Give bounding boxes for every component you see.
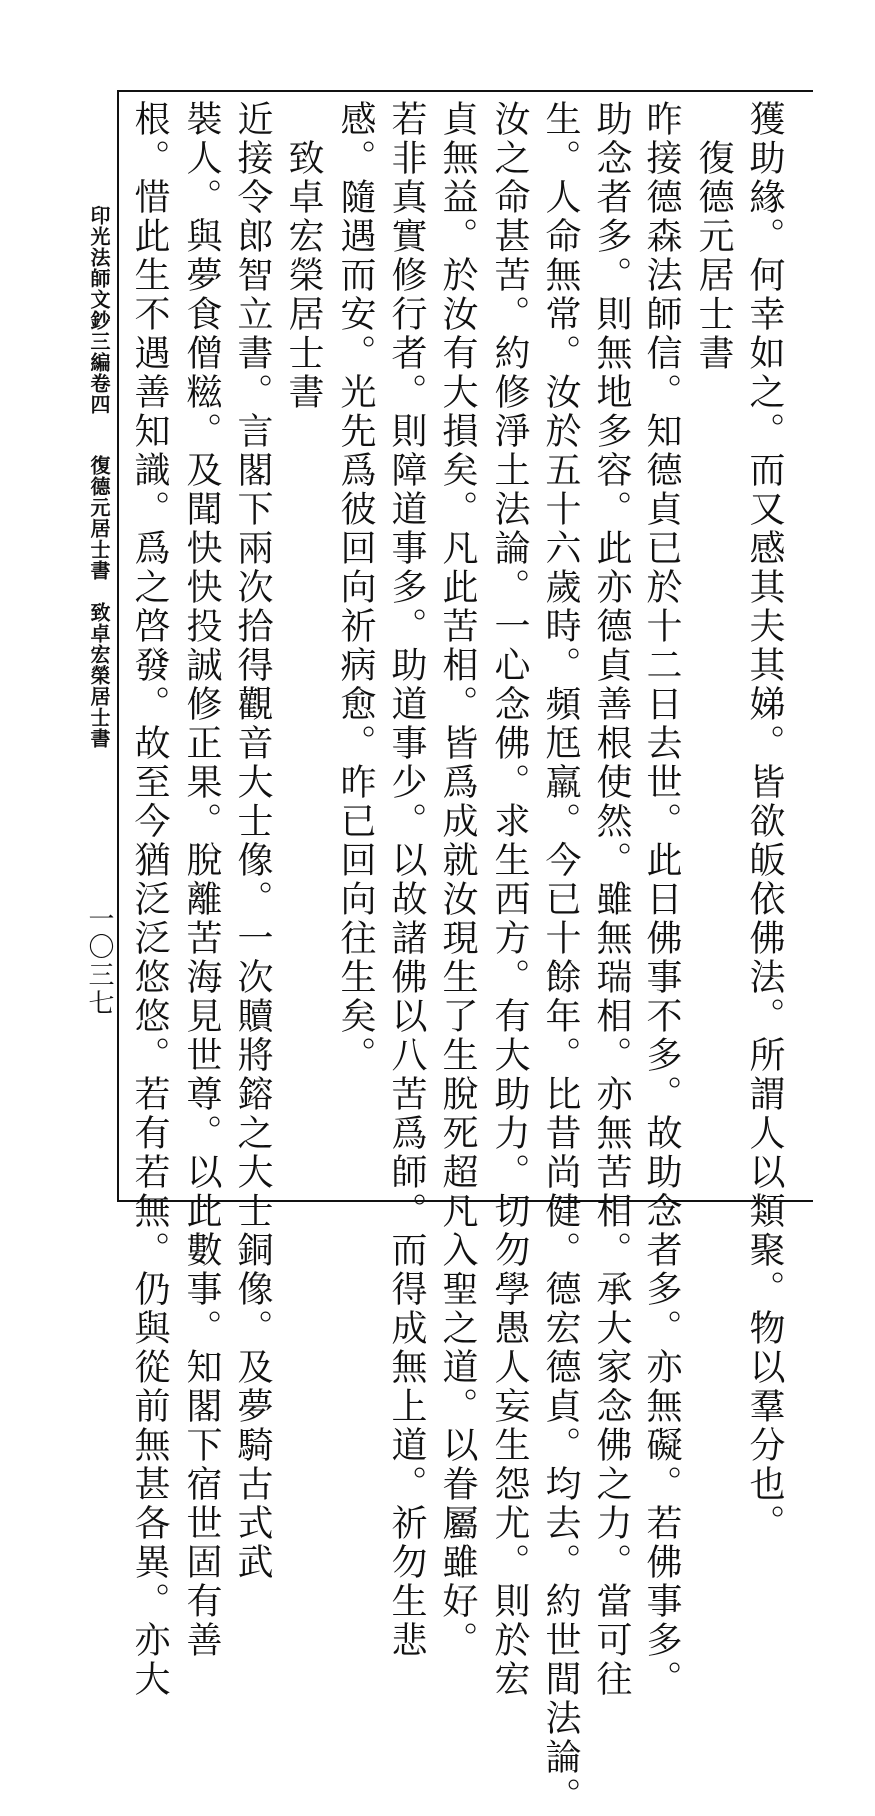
text-column-1: 獲助緣。何幸如之。而又感其夫其娣。皆欲皈依佛法。所謂人以類聚。物以羣分也。 [744, 100, 785, 1543]
running-book-title: 印光法師文鈔三編卷四 [87, 205, 111, 415]
frame-left-rule [117, 90, 119, 1202]
text-column-12: 裝人。與夢食僧糍。及聞快快投誠修正果。脫離苦海見世尊。以此數事。知閣下宿世固有善 [181, 100, 222, 1660]
page-number: 一〇三七 [84, 905, 114, 1017]
text-column-7: 貞無益。於汝有大損矣。凡此苦相。皆爲成就汝現生了生脫死超凡入聖之道。以眷屬雖好。 [437, 100, 478, 1660]
text-column-6: 汝之命甚苦。約修淨土法論。一心念佛。求生西方。有大助力。切勿學愚人妄生怨尤。則於宏 [489, 100, 530, 1699]
text-column-5: 生。人命無常。汝於五十六歲時。頻尪羸。今已十餘年。比昔尚健。德宏德貞。均去。約世間法論。 [540, 100, 581, 1816]
text-column-13: 根。惜此生不遇善知識。爲之啓發。故至今猶泛泛悠悠。若有若無。仍與從前無甚各異。亦大 [129, 100, 170, 1699]
text-column-3: 昨接德森法師信。知德貞已於十二日去世。此日佛事不多。故助念者多。亦無礙。若佛事多。 [641, 100, 682, 1699]
text-column-9: 感。隨遇而安。光先爲彼回向祈病愈。昨已回向往生矣。 [335, 100, 376, 1075]
letter-heading-2: 致卓宏榮居士書 [283, 100, 324, 412]
running-section-titles: 復德元居士書 致卓宏榮居士書 [87, 455, 111, 749]
text-column-4: 助念者多。則無地多容。此亦德貞善根使然。雖無瑞相。亦無苦相。承大家念佛之力。當可往 [591, 100, 632, 1699]
frame-top-rule [118, 90, 813, 92]
text-column-11: 近接令郎智立書。言閣下兩次拾得觀音大士像。一次贖將鎔之大士銅像。及夢騎古式武 [232, 100, 273, 1582]
text-column-8: 若非真實修行者。則障道事多。助道事少。以故諸佛以八苦爲師。而得成無上道。祈勿生悲 [386, 100, 427, 1660]
letter-heading-1: 復德元居士書 [693, 100, 734, 373]
